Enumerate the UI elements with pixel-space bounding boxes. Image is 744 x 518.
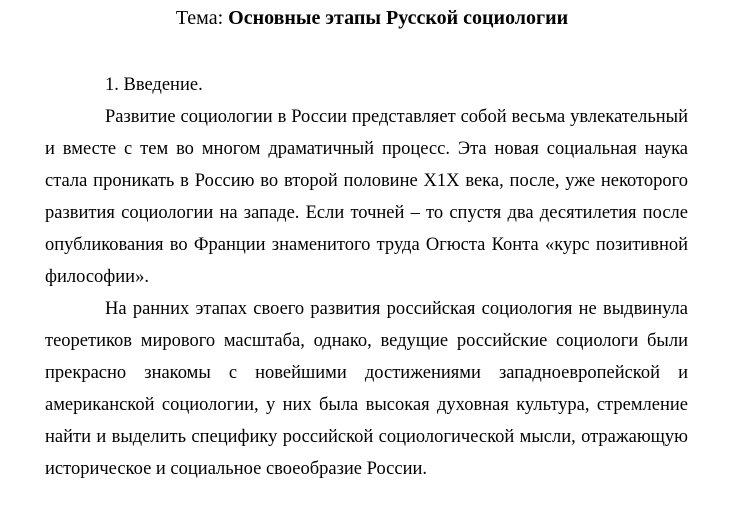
paragraph-block-1 xyxy=(45,101,688,293)
title-main: Основные этапы Русской социологии xyxy=(228,7,569,29)
paragraph-2: На ранних этапах своего развития российская социология не выдвинула теоретиков мирового масштаба, однако, ведущие российские социологи были прекрасно знакомы с новейшими достижениями западноевропейской и американской социологии, у них была высокая духовная культура, стремление найти и выделить специфику российской социологической мысли, отражающую историческое и социальное своеобразие России. xyxy=(45,299,688,479)
title-prefix: Тема: xyxy=(175,7,224,29)
section-heading: 1. Введение. xyxy=(105,75,203,95)
paragraph-1: Развитие социологии в России представляет собой весьма увлекательный и вместе с тем во многом драматичный процесс. Эта новая социальная наука стала проникать в Россию во второй половине Х1Х века, после, уже некоторого развития социологии на западе. Если точней – то спустя два десятилетия после опубликования во Франции знаменитого труда Огюста Конта «курс позитивной философии». xyxy=(45,107,688,287)
paragraph-block-2 xyxy=(45,293,688,485)
document-title xyxy=(0,4,744,32)
